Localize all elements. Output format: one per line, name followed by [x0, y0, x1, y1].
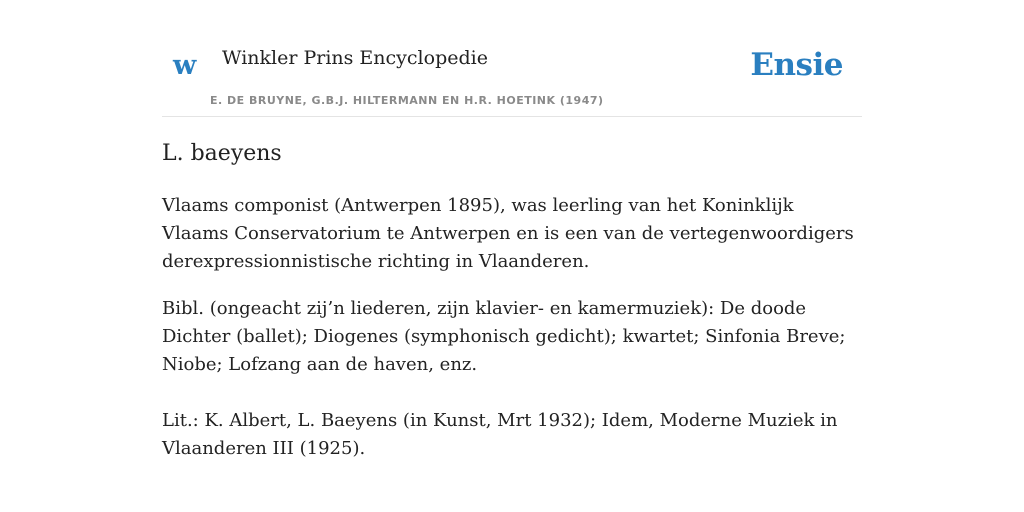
winkler-prins-logo[interactable]: w	[173, 50, 197, 81]
source-title[interactable]: Winkler Prins Encyclopedie	[222, 47, 488, 69]
article-paragraph-bibliography: Bibl. (ongeacht zij’n liederen, zijn klavier- en kamermuziek): De doode Dichter (ballet); Diogenes (symphonisch gedicht); kwartet; Sinfonia Breve; Niobe; Lofzang aan de haven, enz.	[162, 298, 846, 375]
article	[162, 138, 862, 463]
source-authors: E. DE BRUYNE, G.B.J. HILTERMANN EN H.R. HOETINK (1947)	[210, 94, 604, 107]
article-paragraph-definition: Vlaams componist (Antwerpen 1895), was leerling van het Koninklijk Vlaams Conservatorium te Antwerpen en is een van de vertegenwoordigers derexpressionnistische richting in Vlaanderen.	[162, 195, 854, 272]
ensie-logo-link[interactable]: Ensie	[750, 47, 843, 83]
site-header	[162, 0, 862, 117]
article-paragraph-literature: Lit.: K. Albert, L. Baeyens (in Kunst, Mrt 1932); Idem, Moderne Muziek in Vlaanderen III (1925).	[162, 410, 838, 459]
article-title: L. baeyens	[162, 141, 282, 166]
